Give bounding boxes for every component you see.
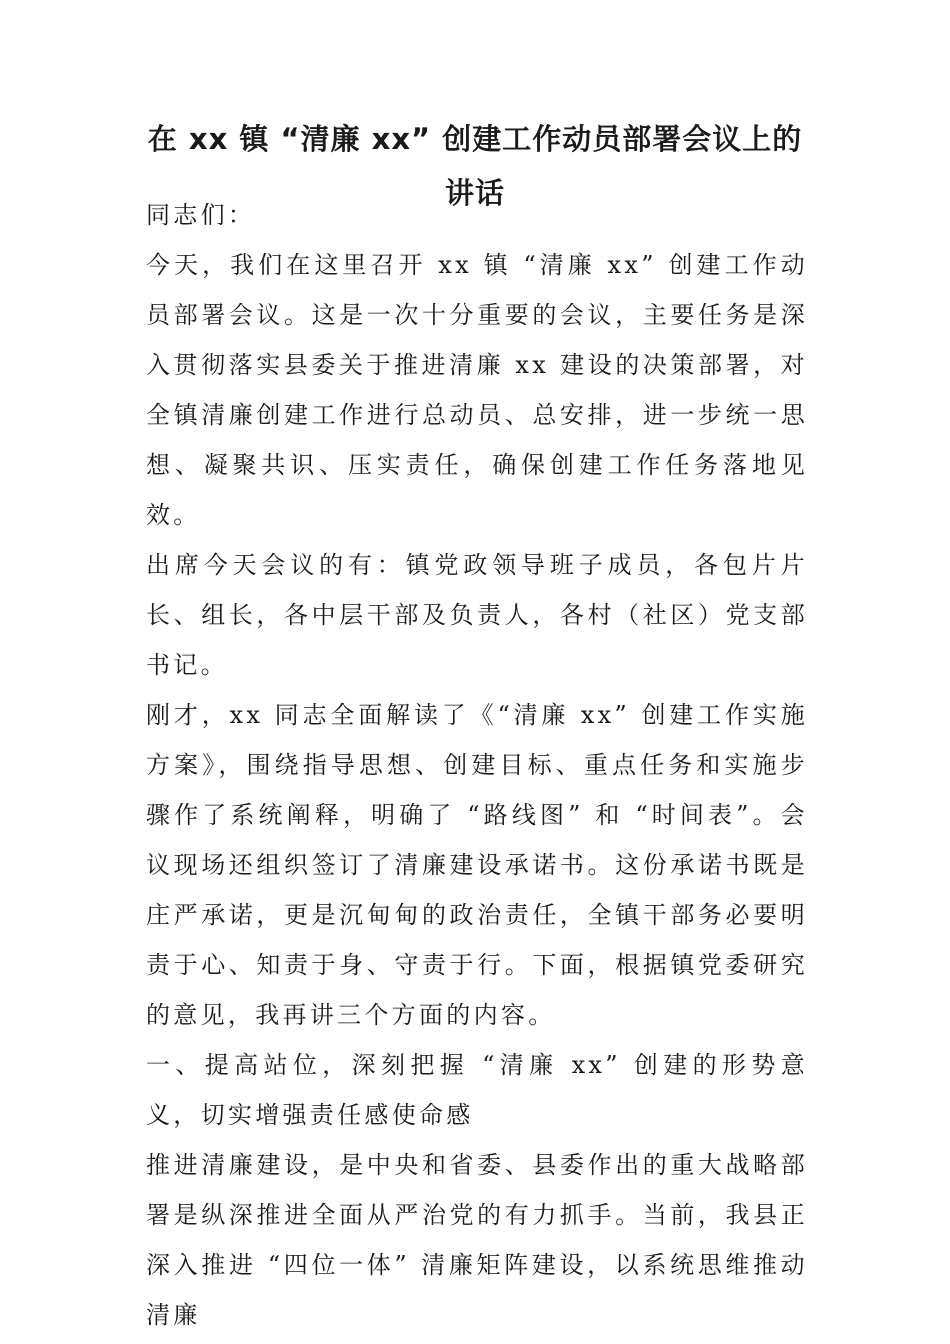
- salutation: 同志们：: [146, 201, 256, 229]
- paragraph-plan-summary: 刚才，xx 同志全面解读了《“清廉 xx” 创建工作实施方案》，围绕指导思想、创建目标、重点任务和实施步骤作了系统阐释，明确了 “路线图” 和 “时间表”。会议现场还组织签订了清廉建设承诺书。这份承诺书既是庄严承诺，更是沉甸甸的政治责任，全镇干部务必要明责于心、知责于身、守责于行。下面，根据镇党委研究的意见，我再讲三个方面的内容。: [146, 701, 808, 1029]
- paragraph-opening: 今天，我们在这里召开 xx 镇 “清廉 xx” 创建工作动员部署会议。这是一次十分重要的会议，主要任务是深入贯彻落实县委关于推进清廉 xx 建设的决策部署，对全镇清廉创建工作进行总动员、总安排，进一步统一思想、凝聚共识、压实责任，确保创建工作任务落地见效。: [146, 251, 808, 529]
- document-body: [146, 190, 808, 1340]
- section-heading-1: 一、提高站位，深刻把握 “清廉 xx” 创建的形势意义，切实增强责任感使命感: [146, 1051, 808, 1129]
- title-line-2: 讲话: [444, 176, 505, 210]
- title-line-1: 在 xx 镇 “清廉 xx” 创建工作动员部署会议上的: [147, 122, 803, 156]
- paragraph-attendees: 出席今天会议的有：镇党政领导班子成员，各包片片长、组长，各中层干部及负责人，各村（社区）党支部书记。: [146, 551, 808, 679]
- paragraph-section-1: 推进清廉建设，是中央和省委、县委作出的重大战略部署是纵深推进全面从严治党的有力抓手。当前，我县正深入推进 “四位一体” 清廉矩阵建设，以系统思维推动清廉: [146, 1151, 808, 1329]
